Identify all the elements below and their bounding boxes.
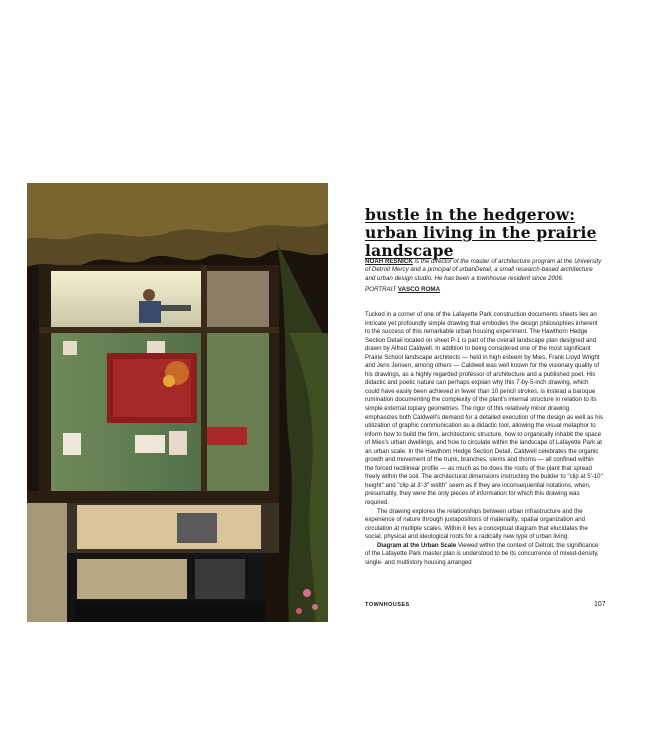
section-label: TOWNHOUSES	[365, 602, 410, 608]
body-paragraph: The drawing explores the relationships between urban infrastructure and the experience of nature through juxtapositions of materiality, spatial organization and circulation at multiple scales. Within it lies a conceptual diagram that elucidates the social, physical and ideological roots for a radically new type of urban living.	[365, 507, 588, 541]
portrait-credit	[365, 286, 603, 293]
author-byline	[365, 258, 603, 283]
body-paragraph: Tucked in a corner of one of the Lafayette Park construction documents sheets lies an intricate yet profoundly simple drawing that embodies the design philosophies inherent to the success of this remarkable urban housing experiment. The Hawthorn Hedge Section Detail located on sheet P-1 is part of the overall landscape plan designed and drawn by Alfred Caldwell. In addition to being considered one of the most significant Prairie School landscape architects — held in high esteem by Mies, Frank Lloyd Wright and Jens Jensen, among others — Caldwell was well known for the visionary quality of his drawings, as a highly regarded professor of architecture and a published poet. His didactic and poetic nature can perhaps explain why this 7-by-5-inch drawing, which could have easily been achieved in fewer than 10 pencil strokes, is instead a baroque rumination documenting the complexity of the plant's internal structure in relation to its simple external topiary geometries. The rigor of this relatively minor drawing emphasizes both Caldwell's demand for a detailed execution of the design as well as his utilization of graphic communication as a didactic tool, allowing the visual metaphor to inform how to build the firm, architectonic structure, how to organically inhabit the space of Mies's urban dwellings, and how to circulate within the landscape of Lafayette Park at an urban scale. In the Hawthorn Hedge Section Detail, Caldwell celebrates the organic growth and movement of the trunk, branches, stems and thorns — all confined within the forced rectilinear profile — as much as he does the roots of the plant that spread freely within the soil. The architectural dimensions instructing the builder to "clip at 5'-10" height" and "clip at 3'-3" width" seem as if they are inconsequential notations, when, presumably, they were the only pieces of information for which this drawing was required.	[365, 311, 603, 507]
townhouse-photo	[27, 183, 328, 622]
body-paragraph-text: Viewed within the context of Detroit, the significance of the Lafayette Park master plan is understood to be its concurrence of mixed-density, single- and multistory housing arranged	[365, 541, 599, 566]
subheading: Diagram at the Urban Scale	[377, 541, 457, 549]
body-paragraph-with-subheading	[365, 542, 603, 568]
article-body	[365, 311, 603, 567]
article-title: bustle in the hedgerow: urban living in the prairie landscape	[365, 205, 597, 260]
portrait-label: PORTRAIT	[365, 286, 398, 293]
author-bio: is the director of the master of architecture program at the University of Detroit Mercy and a principal of urbanDetail, a small research-based architecture and urban design studio. He has been a townhouse resident since 2006.	[365, 258, 602, 282]
page-number: 107	[594, 601, 606, 608]
author-name: NOAH RESNICK	[365, 258, 413, 265]
portrait-name: VASCO ROMA	[397, 286, 441, 293]
